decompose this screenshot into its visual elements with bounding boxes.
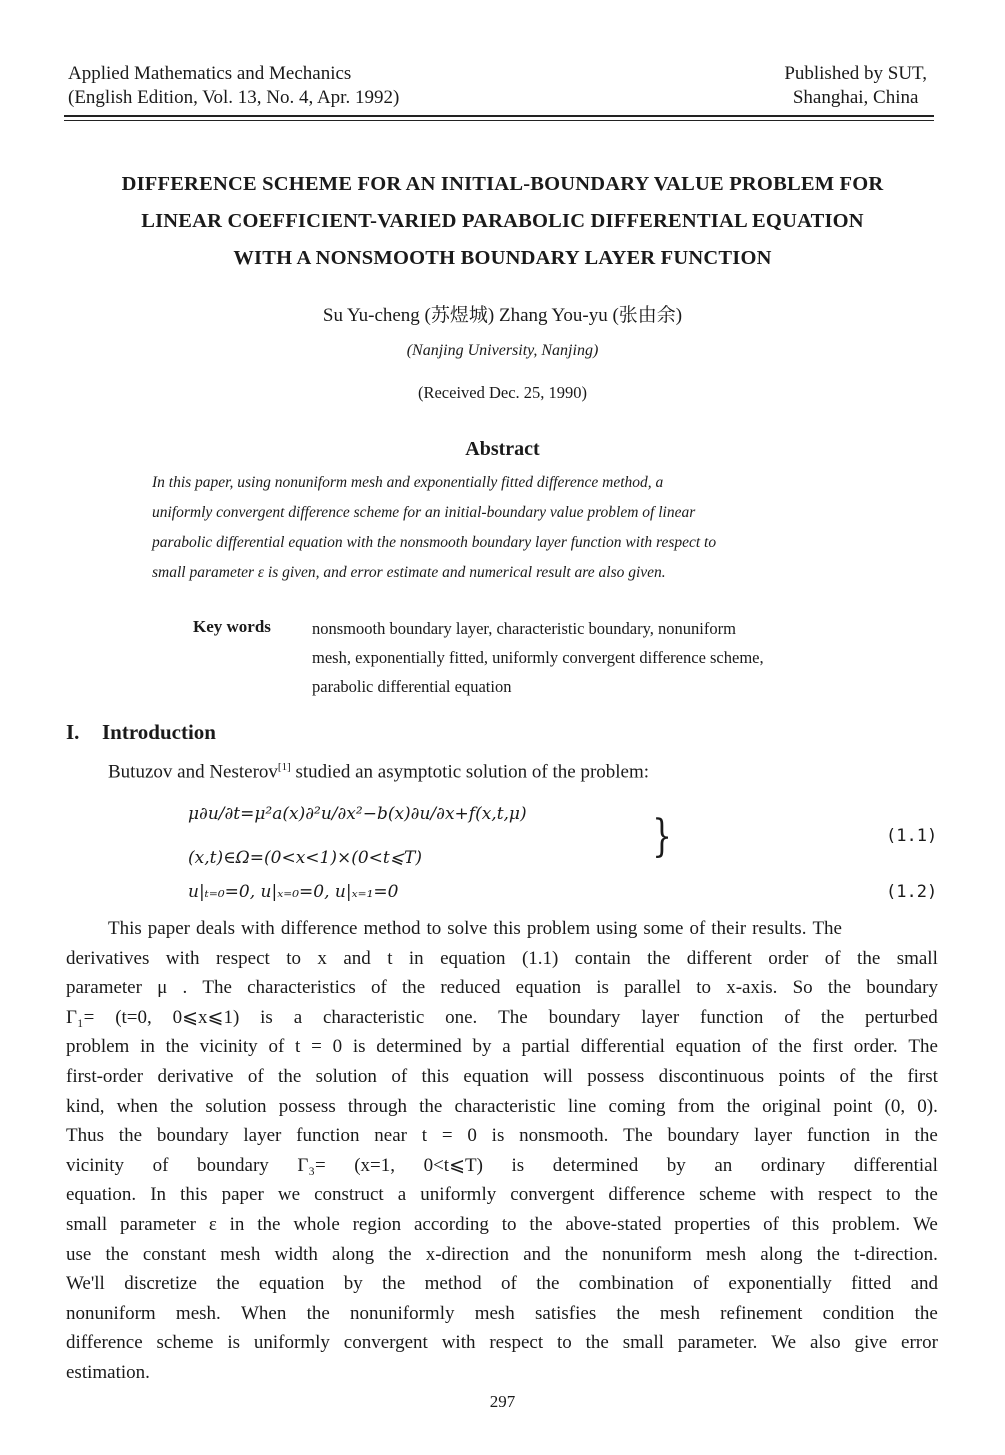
title-line: DIFFERENCE SCHEME FOR AN INITIAL-BOUNDARY VALUE PROBLEM FOR xyxy=(121,173,884,195)
body-line: first-order derivative of the solution of this equation will possess discontinuous points of the first xyxy=(66,1065,938,1087)
journal-issue: (English Edition, Vol. 13, No. 4, Apr. 1992) xyxy=(68,87,400,108)
section-title: Introduction xyxy=(102,720,216,744)
affiliation: (Nanjing University, Nanjing) xyxy=(406,342,599,359)
equation-brace: } xyxy=(652,811,672,862)
page-number: 297 xyxy=(489,1392,516,1411)
abstract-line: uniformly convergent difference scheme for an initial-boundary value problem of linear xyxy=(152,504,696,521)
body-line: small parameter ε in the whole region according to the above-stated properties of this problem. We xyxy=(66,1213,938,1235)
journal-header-right xyxy=(784,62,927,110)
keywords-list xyxy=(312,614,872,701)
body-line: difference scheme is uniformly convergent with respect to the small parameter. We also give error xyxy=(66,1332,938,1354)
abstract-line: parabolic differential equation with the nonsmooth boundary layer function with respect to xyxy=(152,534,717,551)
abstract-body xyxy=(152,468,852,588)
keywords-line: nonsmooth boundary layer, characteristic boundary, nonuniform xyxy=(312,619,736,638)
received-date: (Received Dec. 25, 1990) xyxy=(417,383,588,402)
equation-2-number: (1.2) xyxy=(886,882,938,902)
header-rule-thin xyxy=(64,120,934,121)
body-line: derivatives with respect to x and t in equation (1.1) contain the different order of the small xyxy=(66,947,938,969)
body-line: Thus the boundary layer function near t = 0 is nonsmooth. The boundary layer function in the xyxy=(66,1125,938,1147)
body-paragraph xyxy=(66,914,938,1388)
body-line: problem in the vicinity of t = 0 is determined by a partial differential equation of the first order. The xyxy=(66,1036,938,1058)
publisher-location: Shanghai, China xyxy=(792,87,919,108)
journal-name: Applied Mathematics and Mechanics xyxy=(68,63,352,84)
equation-2: u|ₜ₌₀=0, u|ₓ₌₀=0, u|ₓ₌₁=0 xyxy=(188,882,399,902)
intro-sentence xyxy=(108,761,649,783)
equation-1-line-1: μ∂u/∂t=μ²a(x)∂²u/∂x²−b(x)∂u/∂x+f(x,t,μ) xyxy=(188,804,527,824)
equation-1-number: (1.1) xyxy=(886,826,938,846)
body-line: This paper deals with difference method to solve this problem using some of their results. The xyxy=(108,918,842,939)
body-line: Γ₁= (t=0, 0⩽x⩽1) is a characteristic one. The boundary layer function of the perturbed xyxy=(66,1006,938,1028)
abstract-heading: Abstract xyxy=(465,438,540,460)
title-line: WITH A NONSMOOTH BOUNDARY LAYER FUNCTION xyxy=(233,247,772,269)
body-line: vicinity of boundary Γ₃= (x=1, 0<t⩽T) is determined by an ordinary differential xyxy=(66,1154,938,1176)
header-rule-thick xyxy=(64,115,934,117)
equation-1-line-2: (x,t)∈Ω=(0<x<1)×(0<t⩽T) xyxy=(188,848,422,868)
journal-header-left xyxy=(68,62,399,110)
body-line: use the constant mesh width along the x-direction and the nonuniform mesh along the t-direction. xyxy=(66,1243,938,1265)
title-line: LINEAR COEFFICIENT-VARIED PARABOLIC DIFFERENTIAL EQUATION xyxy=(141,210,864,232)
section-number: I. xyxy=(66,720,80,744)
author-list: Su Yu-cheng (苏煜城) Zhang You-yu (张由余) xyxy=(322,305,683,326)
keywords-line: parabolic differential equation xyxy=(312,677,512,696)
body-line: equation. In this paper we construct a uniformly convergent difference scheme with respect to the xyxy=(66,1184,938,1206)
body-line: kind, when the solution possess through the characteristic line coming from the original point (0, 0). xyxy=(66,1095,938,1117)
citation-ref: [1] xyxy=(277,761,291,773)
publisher: Published by SUT, xyxy=(784,63,927,84)
intro-text: Butuzov and Nesterov xyxy=(108,761,278,783)
abstract-line: small parameter ε is given, and error estimate and numerical result are also given. xyxy=(152,564,666,581)
body-line: estimation. xyxy=(66,1361,150,1383)
keywords-label: Key words xyxy=(193,617,271,636)
body-line: parameter μ . The characteristics of the reduced equation is parallel to x-axis. So the boundary xyxy=(66,977,938,999)
body-line: nonuniform mesh. When the nonuniformly mesh satisfies the mesh refinement condition the xyxy=(66,1302,938,1324)
paper-title xyxy=(40,166,965,277)
body-line: We'll discretize the equation by the method of the combination of exponentially fitted and xyxy=(66,1273,938,1295)
abstract-line: In this paper, using nonuniform mesh and exponentially fitted difference method, a xyxy=(152,474,664,491)
intro-rest: studied an asymptotic solution of the problem: xyxy=(290,761,650,783)
section-heading xyxy=(66,720,216,745)
keywords-line: mesh, exponentially fitted, uniformly convergent difference scheme, xyxy=(312,648,764,667)
